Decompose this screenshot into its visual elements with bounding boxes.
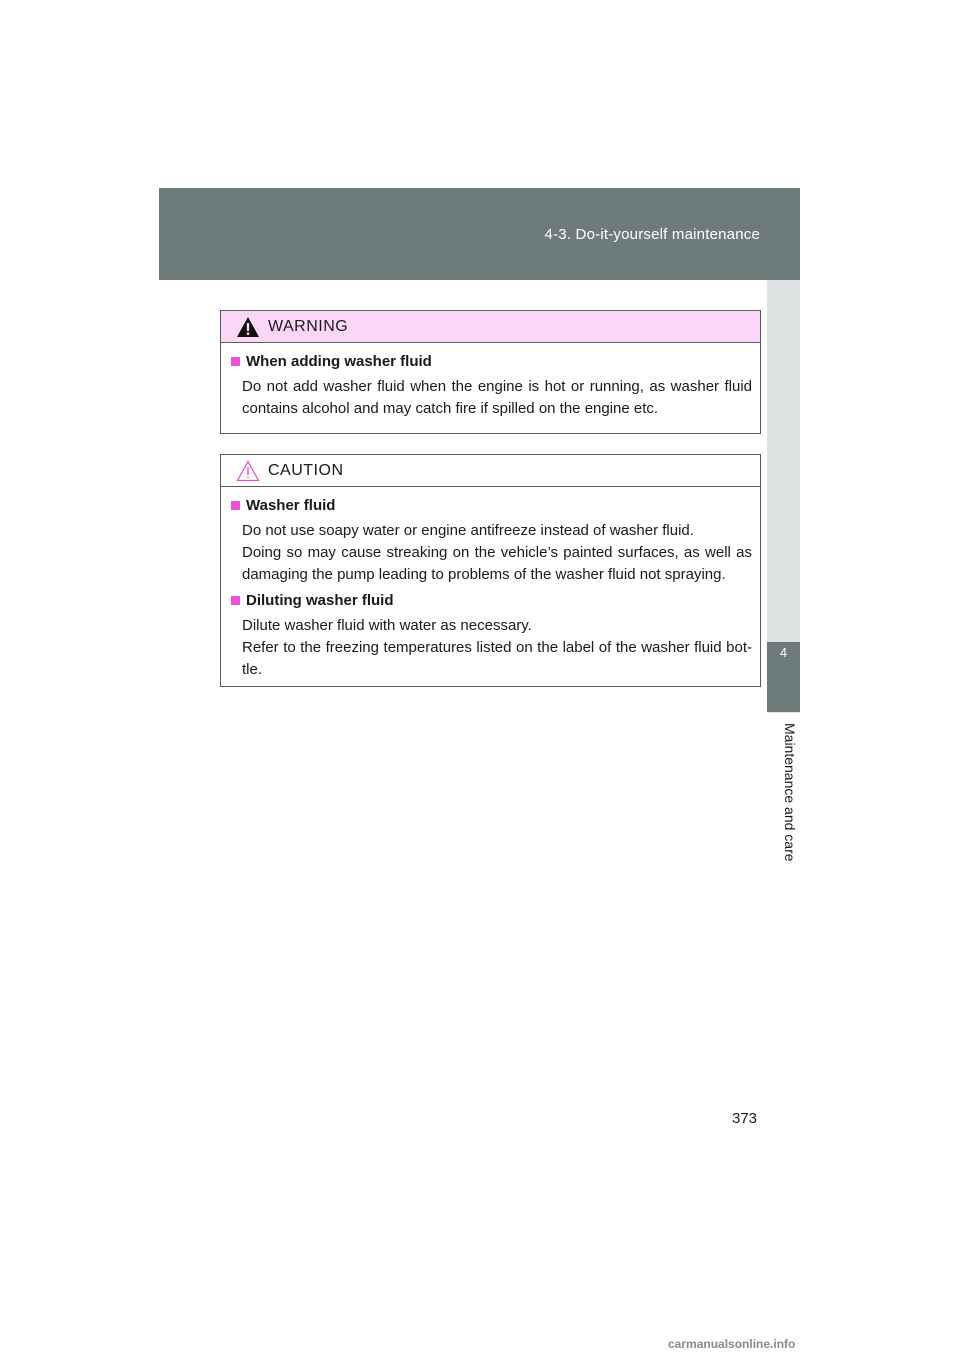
chapter-number: 4 — [767, 642, 800, 712]
caution-item-heading-text: Diluting washer fluid — [246, 592, 394, 609]
caution-box — [220, 454, 761, 687]
chapter-side-tab — [767, 280, 800, 713]
bullet-square-icon — [231, 357, 240, 366]
warning-item-heading-text: When adding washer fluid — [246, 353, 432, 370]
caution-header — [221, 455, 760, 487]
warning-item-heading — [231, 353, 752, 370]
warning-box — [220, 310, 761, 434]
watermark: carmanualsonline.info — [668, 1337, 796, 1351]
caution-item-heading — [231, 592, 752, 609]
caution-item-line: Refer to the freezing temperatures listed on the label of the washer fluid bot- tle. — [242, 639, 752, 678]
bullet-square-icon — [231, 501, 240, 510]
caution-title: CAUTION — [268, 462, 344, 479]
caution-item-line: Doing so may cause streaking on the vehicle’s painted surfaces, as well as damaging the pump leading to problems of the washer fluid not spraying. — [242, 544, 752, 583]
page-number: 373 — [732, 1110, 758, 1127]
caution-item-line: Dilute washer fluid with water as necessary. — [242, 617, 532, 634]
section-header-band — [159, 188, 800, 280]
caution-item-line: Do not use soapy water or engine antifreeze instead of washer fluid. — [242, 522, 694, 539]
warning-triangle-icon — [236, 316, 260, 338]
warning-title: WARNING — [268, 318, 349, 335]
caution-triangle-icon — [236, 460, 260, 482]
section-title: 4-3. Do-it-yourself maintenance — [544, 226, 760, 243]
caution-item-heading-text: Washer fluid — [246, 497, 336, 514]
bullet-square-icon — [231, 596, 240, 605]
chapter-title: Maintenance and care — [782, 723, 798, 862]
caution-item-text — [231, 520, 752, 586]
caution-item-heading — [231, 497, 752, 514]
warning-header — [221, 311, 760, 343]
caution-item-text — [231, 615, 752, 681]
warning-item-text: Do not add washer fluid when the engine is hot or running, as washer fluid contains alcohol and may catch fire if spilled on the engine etc. — [242, 378, 752, 417]
